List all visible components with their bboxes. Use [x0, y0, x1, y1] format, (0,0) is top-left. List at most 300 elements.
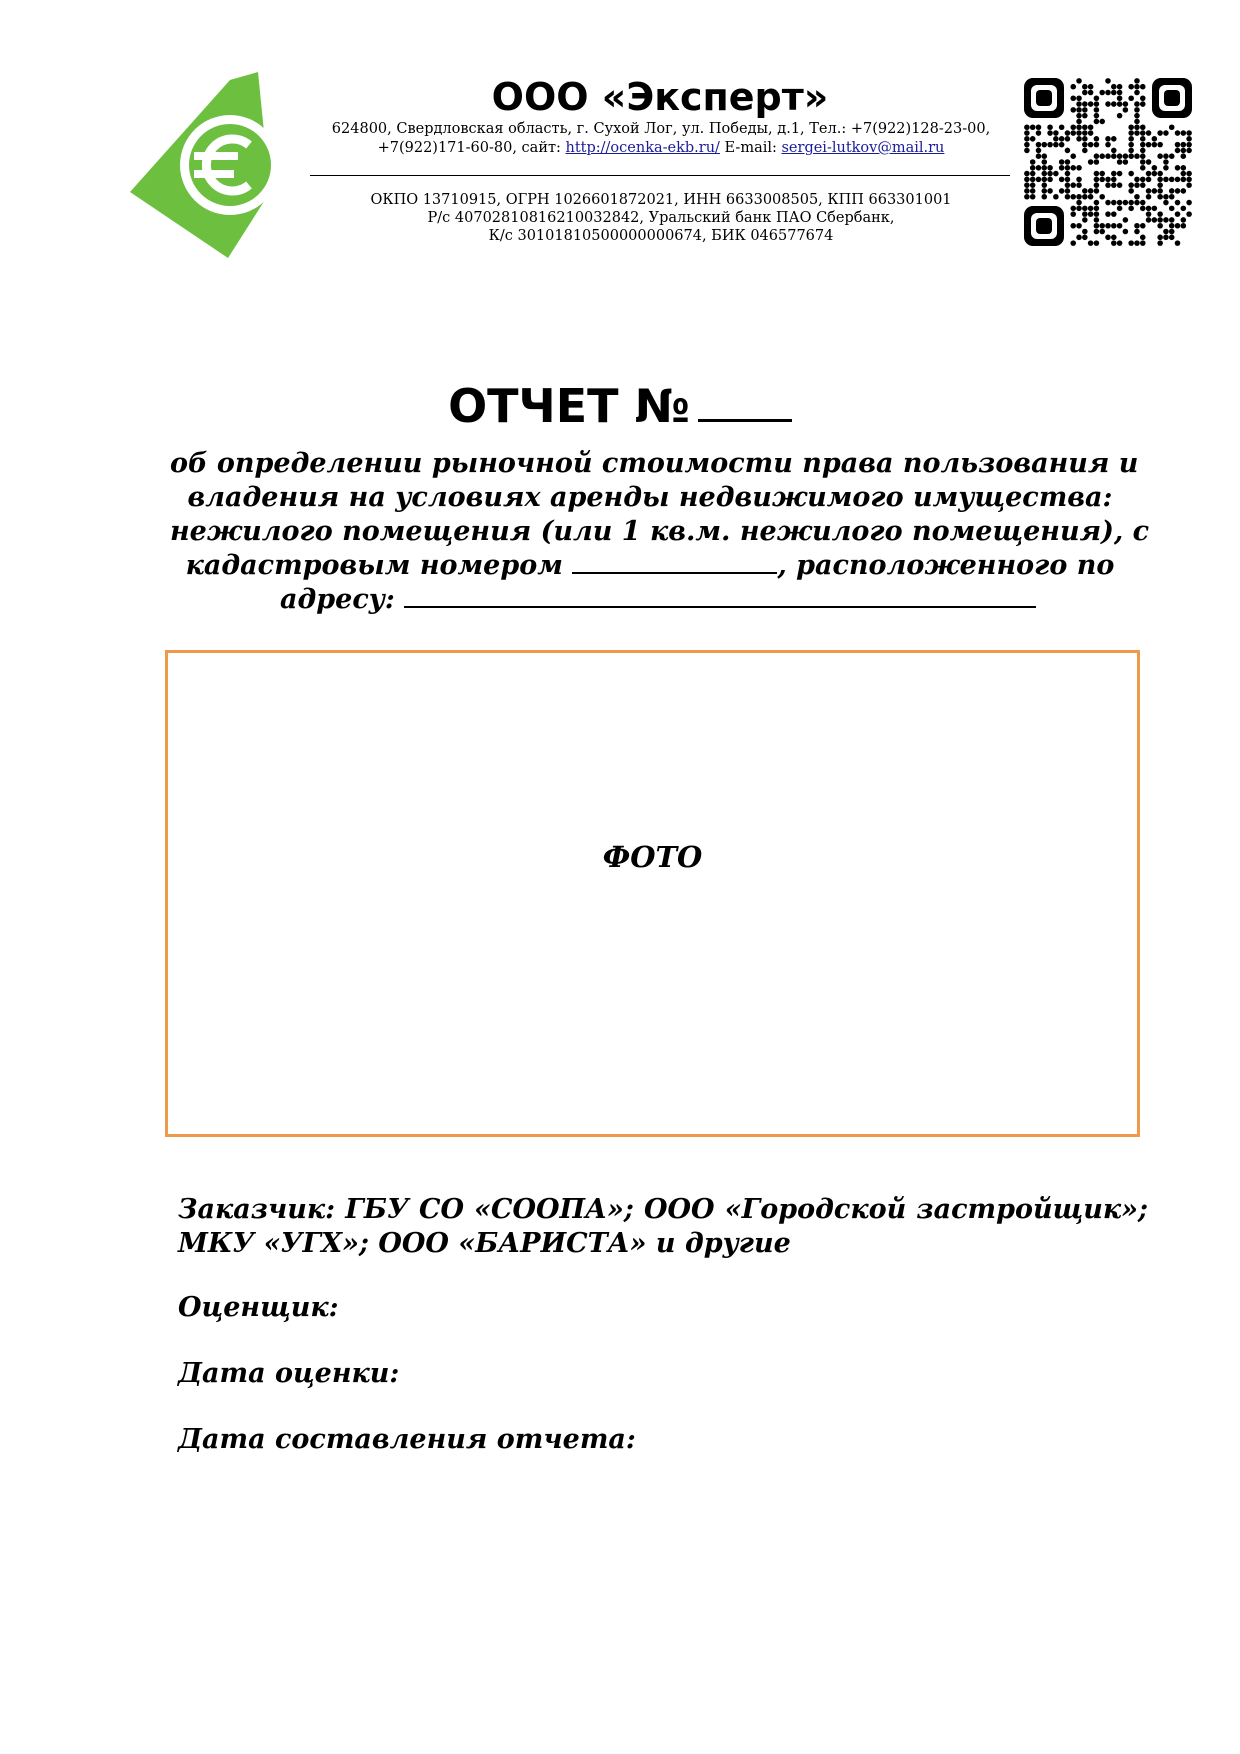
qr-dot	[1157, 188, 1163, 194]
qr-dot	[1117, 113, 1123, 119]
qr-dot	[1134, 84, 1140, 90]
qr-dot	[1047, 142, 1053, 148]
qr-dot	[1134, 119, 1140, 125]
qr-dot	[1076, 206, 1082, 212]
qr-dot	[1082, 206, 1088, 212]
cadastral-number-blank	[572, 550, 777, 574]
customer-field: Заказчик: ГБУ СО «СООПА»; ООО «Городской застройщик»; МКУ «УГХ»; ООО «БАРИСТА» и другие	[178, 1194, 1148, 1259]
qr-dot	[1105, 142, 1111, 148]
qr-dot	[1175, 200, 1181, 206]
qr-dot	[1094, 119, 1100, 125]
qr-dot	[1157, 235, 1163, 241]
qr-dot	[1128, 136, 1134, 142]
qr-dot	[1076, 200, 1082, 206]
qr-dot	[1134, 113, 1140, 119]
qr-dot	[1030, 182, 1036, 188]
qr-dot	[1070, 95, 1076, 101]
qr-dot	[1082, 130, 1088, 136]
qr-dot	[1157, 142, 1163, 148]
qr-dot	[1181, 206, 1187, 212]
requisites-line-3: К/с 30101810500000000674, БИК 046577674	[488, 228, 834, 244]
qr-dot	[1175, 130, 1181, 136]
qr-dot	[1140, 177, 1146, 183]
qr-dot	[1128, 130, 1134, 136]
qr-dot	[1024, 136, 1030, 142]
qr-dot	[1036, 130, 1042, 136]
qr-dot	[1163, 229, 1169, 235]
qr-dot	[1036, 165, 1042, 171]
qr-dot	[1117, 171, 1123, 177]
qr-dot	[1082, 107, 1088, 113]
qr-dot	[1105, 78, 1111, 84]
qr-dot	[1082, 136, 1088, 142]
qr-dot	[1105, 235, 1111, 241]
qr-dot	[1140, 206, 1146, 212]
qr-dot	[1181, 177, 1187, 183]
qr-dot	[1082, 188, 1088, 194]
qr-dot	[1094, 217, 1100, 223]
qr-dot	[1157, 240, 1163, 246]
qr-dot	[1094, 177, 1100, 183]
qr-dot	[1036, 124, 1042, 130]
qr-dot	[1111, 171, 1117, 177]
qr-dot	[1024, 142, 1030, 148]
qr-dot	[1140, 130, 1146, 136]
qr-dot	[1134, 182, 1140, 188]
qr-dot	[1157, 171, 1163, 177]
qr-dot	[1128, 95, 1134, 101]
qr-dot	[1053, 136, 1059, 142]
qr-dot	[1134, 177, 1140, 183]
qr-dot	[1088, 84, 1094, 90]
qr-dot	[1186, 136, 1192, 142]
qr-dot	[1082, 217, 1088, 223]
qr-dot	[1105, 182, 1111, 188]
qr-dot	[1175, 148, 1181, 154]
qr-dot	[1128, 148, 1134, 154]
qr-dot	[1140, 235, 1146, 241]
qr-dot	[1157, 177, 1163, 183]
qr-dot	[1024, 194, 1030, 200]
qr-dot	[1099, 229, 1105, 235]
qr-dot	[1024, 182, 1030, 188]
qr-dot	[1128, 124, 1134, 130]
qr-dot	[1088, 188, 1094, 194]
qr-dot	[1140, 200, 1146, 206]
qr-dot	[1099, 223, 1105, 229]
qr-dot	[1024, 148, 1030, 154]
qr-dot	[1123, 107, 1129, 113]
qr-dot	[1123, 217, 1129, 223]
qr-dot	[1047, 177, 1053, 183]
qr-dot	[1146, 142, 1152, 148]
qr-dot	[1175, 142, 1181, 148]
qr-dot	[1146, 206, 1152, 212]
qr-dot	[1181, 153, 1187, 159]
cadastral-label: кадастровым номером	[185, 550, 573, 581]
qr-dot	[1041, 177, 1047, 183]
qr-dot	[1082, 113, 1088, 119]
qr-dot	[1105, 200, 1111, 206]
qr-dot	[1047, 171, 1053, 177]
qr-dot	[1024, 177, 1030, 183]
qr-dot	[1117, 182, 1123, 188]
qr-dot	[1128, 206, 1134, 212]
qr-dot	[1181, 188, 1187, 194]
qr-dot	[1140, 124, 1146, 130]
qr-dot	[1094, 136, 1100, 142]
report-title-text: ОТЧЕТ №	[448, 379, 690, 433]
qr-dot	[1065, 148, 1071, 154]
qr-dot	[1094, 113, 1100, 119]
qr-dot	[1186, 177, 1192, 183]
report-subtitle	[170, 447, 1150, 617]
qr-dot	[1099, 194, 1105, 200]
qr-dot	[1099, 153, 1105, 159]
qr-dot	[1036, 148, 1042, 154]
qr-dot	[1076, 124, 1082, 130]
qr-dot	[1163, 153, 1169, 159]
qr-dot	[1105, 101, 1111, 107]
qr-dot	[1094, 159, 1100, 165]
qr-dot	[1094, 95, 1100, 101]
valuation-date-field: Дата оценки:	[178, 1358, 400, 1389]
qr-dot	[1088, 142, 1094, 148]
qr-dot	[1157, 223, 1163, 229]
qr-dot	[1076, 194, 1082, 200]
qr-dot	[1152, 217, 1158, 223]
qr-dot	[1146, 188, 1152, 194]
qr-dot	[1059, 142, 1065, 148]
qr-dot	[1140, 223, 1146, 229]
qr-dot	[1094, 101, 1100, 107]
qr-dot	[1082, 84, 1088, 90]
qr-dot	[1059, 165, 1065, 171]
qr-dot	[1134, 124, 1140, 130]
qr-dot	[1111, 211, 1117, 217]
qr-dot	[1186, 142, 1192, 148]
qr-dot	[1030, 194, 1036, 200]
qr-dot	[1024, 188, 1030, 194]
qr-dot	[1070, 107, 1076, 113]
qr-dot	[1123, 200, 1129, 206]
qr-dot	[1082, 101, 1088, 107]
qr-dot	[1140, 240, 1146, 246]
qr-dot	[1169, 124, 1175, 130]
qr-dot	[1070, 124, 1076, 130]
qr-dot	[1070, 182, 1076, 188]
requisites-line-2: Р/с 40702810816210032842, Уральский банк ПАО Сбербанк,	[427, 210, 895, 226]
site-link[interactable]: http://ocenka-ekb.ru/	[565, 140, 720, 156]
qr-dot	[1094, 182, 1100, 188]
qr-dot	[1152, 142, 1158, 148]
qr-dot	[1134, 130, 1140, 136]
qr-dot	[1059, 124, 1065, 130]
qr-dot	[1094, 188, 1100, 194]
qr-dot	[1036, 153, 1042, 159]
requisites-line-1: ОКПО 13710915, ОГРН 1026601872021, ИНН 6633008505, КПП 663301001	[370, 192, 952, 208]
qr-dot	[1134, 90, 1140, 96]
qr-dot	[1111, 84, 1117, 90]
qr-dot	[1076, 223, 1082, 229]
qr-dot	[1070, 84, 1076, 90]
qr-dot	[1076, 119, 1082, 125]
qr-dot	[1094, 142, 1100, 148]
qr-dot	[1123, 229, 1129, 235]
qr-dot	[1065, 159, 1071, 165]
qr-dot	[1152, 171, 1158, 177]
qr-dot	[1186, 130, 1192, 136]
qr-dot	[1181, 217, 1187, 223]
qr-dot	[1094, 171, 1100, 177]
qr-dot	[1082, 142, 1088, 148]
qr-dot	[1041, 182, 1047, 188]
photo-placeholder	[165, 650, 1140, 1137]
qr-dot	[1181, 165, 1187, 171]
subtitle-line-5	[170, 583, 1130, 617]
qr-dot	[1082, 124, 1088, 130]
qr-dot	[1070, 211, 1076, 217]
header-divider	[310, 175, 1010, 176]
qr-dot	[1186, 171, 1192, 177]
qr-dot	[1163, 235, 1169, 241]
qr-dot	[1181, 142, 1187, 148]
qr-dot	[1117, 95, 1123, 101]
qr-dot	[1088, 206, 1094, 212]
qr-dot	[1094, 200, 1100, 206]
qr-dot	[1186, 148, 1192, 154]
qr-dot	[1041, 188, 1047, 194]
qr-dot	[1146, 194, 1152, 200]
qr-dot	[1134, 229, 1140, 235]
qr-dot	[1065, 171, 1071, 177]
qr-dot	[1070, 206, 1076, 212]
qr-code-icon	[1024, 78, 1192, 246]
qr-dot	[1175, 240, 1181, 246]
qr-dot	[1030, 188, 1036, 194]
qr-dot	[1152, 206, 1158, 212]
qr-dot	[1105, 153, 1111, 159]
qr-dot	[1047, 124, 1053, 130]
qr-dot	[1186, 182, 1192, 188]
qr-dot	[1169, 188, 1175, 194]
qr-dot	[1152, 165, 1158, 171]
qr-dot	[1105, 90, 1111, 96]
qr-dot	[1128, 182, 1134, 188]
qr-dot	[1053, 194, 1059, 200]
qr-dot	[1105, 223, 1111, 229]
company-name: ООО «Эксперт»	[491, 75, 829, 119]
qr-dot	[1088, 159, 1094, 165]
qr-dot	[1152, 136, 1158, 142]
qr-dot	[1146, 171, 1152, 177]
qr-dot	[1140, 153, 1146, 159]
qr-dot	[1146, 177, 1152, 183]
qr-dot	[1134, 223, 1140, 229]
qr-dot	[1123, 159, 1129, 165]
qr-dot	[1094, 107, 1100, 113]
qr-dot	[1099, 119, 1105, 125]
subtitle-line-1: об определении рыночной стоимости права пользования и	[170, 448, 1139, 479]
qr-dot	[1024, 124, 1030, 130]
qr-dot	[1076, 113, 1082, 119]
qr-dot	[1140, 148, 1146, 154]
qr-dot	[1186, 200, 1192, 206]
qr-dot	[1088, 90, 1094, 96]
qr-dot	[1175, 188, 1181, 194]
qr-dot	[1111, 101, 1117, 107]
qr-dot	[1059, 188, 1065, 194]
qr-dot	[1175, 223, 1181, 229]
qr-dot	[1059, 177, 1065, 183]
qr-dot	[1169, 223, 1175, 229]
qr-dot	[1094, 153, 1100, 159]
qr-dot	[1186, 211, 1192, 217]
appraiser-field: Оценщик:	[178, 1292, 339, 1323]
qr-dot	[1088, 240, 1094, 246]
qr-dot	[1041, 142, 1047, 148]
qr-dot	[1111, 153, 1117, 159]
qr-dot	[1094, 240, 1100, 246]
qr-dot	[1163, 194, 1169, 200]
qr-dot	[1041, 159, 1047, 165]
qr-dot	[1123, 153, 1129, 159]
qr-dot	[1070, 130, 1076, 136]
address-blank	[404, 584, 1036, 608]
qr-dot	[1140, 101, 1146, 107]
qr-dot	[1070, 194, 1076, 200]
report-number-blank	[698, 379, 792, 422]
subtitle-line-3: нежилого помещения (или 1 кв.м. нежилого помещения), с	[170, 516, 1150, 547]
qr-dot	[1163, 130, 1169, 136]
qr-dot	[1111, 235, 1117, 241]
qr-dot	[1099, 177, 1105, 183]
qr-dot	[1059, 159, 1065, 165]
address-line-1: 624800, Свердловская область, г. Сухой Лог, ул. Победы, д.1, Тел.: +7(922)128-23-00,	[331, 121, 991, 137]
qr-dot	[1163, 217, 1169, 223]
qr-dot	[1041, 165, 1047, 171]
qr-dot	[1065, 182, 1071, 188]
qr-dot	[1030, 124, 1036, 130]
qr-dot	[1140, 84, 1146, 90]
qr-dot	[1082, 194, 1088, 200]
qr-dot	[1111, 200, 1117, 206]
qr-dot	[1076, 136, 1082, 142]
qr-dot	[1111, 148, 1117, 154]
qr-dot	[1088, 194, 1094, 200]
qr-dot	[1169, 217, 1175, 223]
qr-dot	[1105, 211, 1111, 217]
qr-dot	[1065, 165, 1071, 171]
qr-dot	[1117, 153, 1123, 159]
email-link[interactable]: sergei-lutkov@mail.ru	[781, 140, 945, 156]
qr-dot	[1181, 223, 1187, 229]
address-label: адресу:	[280, 584, 405, 615]
qr-dot	[1181, 130, 1187, 136]
qr-dot	[1099, 171, 1105, 177]
qr-dot	[1111, 182, 1117, 188]
qr-dot	[1076, 107, 1082, 113]
qr-dot	[1076, 235, 1082, 241]
qr-dot	[1030, 177, 1036, 183]
qr-dot	[1175, 177, 1181, 183]
qr-dot	[1134, 153, 1140, 159]
qr-dot	[1030, 136, 1036, 142]
report-date-field: Дата составления отчета:	[178, 1424, 636, 1455]
qr-dot	[1094, 223, 1100, 229]
qr-dot	[1117, 84, 1123, 90]
qr-dot	[1140, 142, 1146, 148]
qr-dot	[1140, 136, 1146, 142]
qr-dot	[1157, 182, 1163, 188]
qr-dot	[1041, 171, 1047, 177]
qr-dot	[1111, 90, 1117, 96]
qr-dot	[1140, 159, 1146, 165]
qr-dot	[1128, 153, 1134, 159]
qr-dot	[1157, 211, 1163, 217]
qr-dot	[1082, 90, 1088, 96]
qr-dot	[1117, 159, 1123, 165]
qr-dot	[1105, 177, 1111, 183]
qr-dot	[1146, 211, 1152, 217]
qr-dot	[1076, 130, 1082, 136]
qr-dot	[1117, 240, 1123, 246]
qr-dot	[1053, 130, 1059, 136]
qr-dot	[1169, 235, 1175, 241]
qr-dot	[1163, 200, 1169, 206]
qr-dot	[1128, 84, 1134, 90]
qr-dot	[1117, 90, 1123, 96]
qr-dot	[1128, 240, 1134, 246]
qr-dot	[1076, 165, 1082, 171]
qr-dot	[1134, 78, 1140, 84]
qr-dot	[1047, 165, 1053, 171]
qr-dot	[1076, 78, 1082, 84]
qr-dot	[1070, 240, 1076, 246]
qr-dot	[1053, 142, 1059, 148]
qr-dot	[1030, 171, 1036, 177]
qr-dot	[1076, 95, 1082, 101]
qr-dot	[1157, 153, 1163, 159]
qr-dot	[1163, 159, 1169, 165]
qr-dot	[1117, 206, 1123, 212]
qr-dot	[1082, 211, 1088, 217]
qr-dot	[1157, 217, 1163, 223]
qr-dot	[1059, 136, 1065, 142]
qr-dot	[1134, 240, 1140, 246]
qr-dot	[1036, 142, 1042, 148]
qr-dot	[1117, 223, 1123, 229]
qr-dot	[1140, 182, 1146, 188]
address-line-2: +7(922)171-60-80, сайт:	[377, 140, 566, 156]
qr-dot	[1070, 153, 1076, 159]
qr-dot	[1076, 177, 1082, 183]
qr-dot	[1134, 194, 1140, 200]
qr-dot	[1140, 95, 1146, 101]
qr-dot	[1065, 194, 1071, 200]
qr-dot	[1076, 101, 1082, 107]
qr-dot	[1128, 171, 1134, 177]
qr-dot	[1146, 159, 1152, 165]
company-address	[318, 120, 1004, 158]
qr-dot	[1024, 130, 1030, 136]
qr-dot	[1088, 101, 1094, 107]
qr-dot	[1041, 194, 1047, 200]
qr-dot	[1152, 188, 1158, 194]
qr-dot	[1117, 101, 1123, 107]
qr-dot	[1169, 177, 1175, 183]
qr-dot	[1157, 130, 1163, 136]
